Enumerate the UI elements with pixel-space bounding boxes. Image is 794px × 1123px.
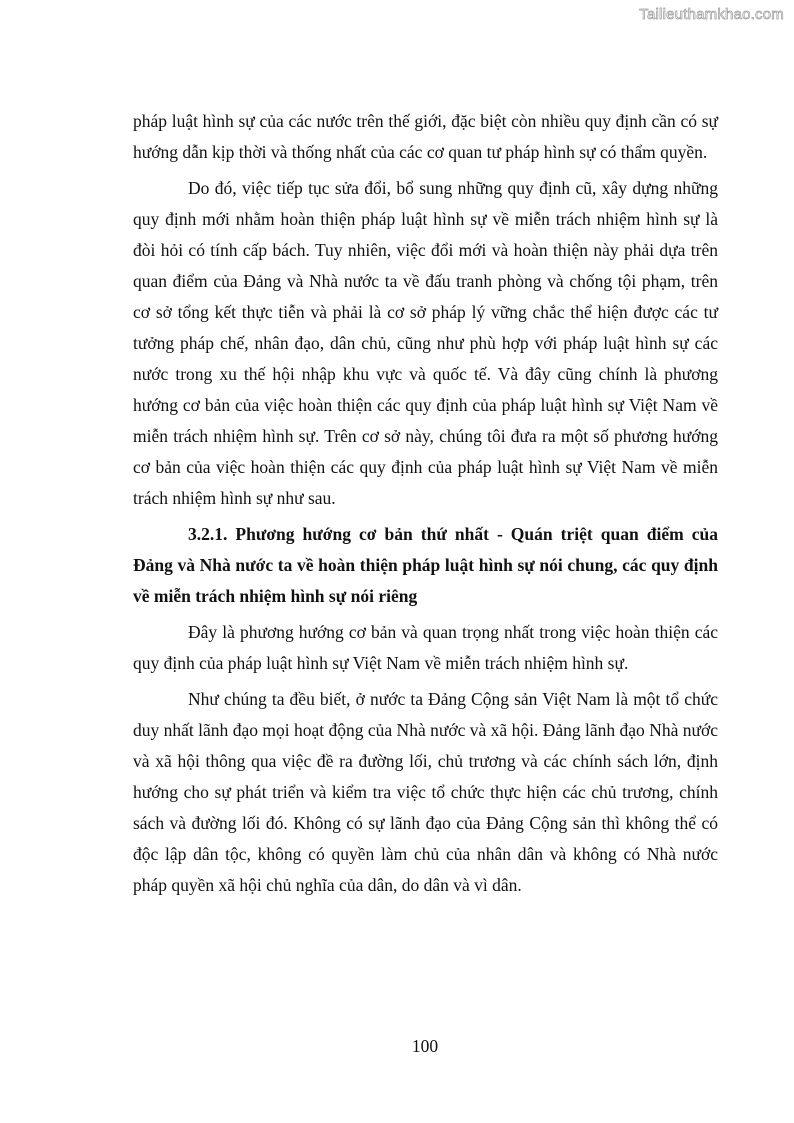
paragraph-party-leadership: Như chúng ta đều biết, ở nước ta Đảng Cộng sản Việt Nam là một tổ chức duy nhất lãnh đạo mọi hoạt động của Nhà nước và xã hội. Đảng lãnh đạo Nhà nước và xã hội thông qua việc đề ra đường lối, chủ trương và các chính sách lớn, định hướng cho sự phát triển và kiểm tra việc tổ chức thực hiện các chủ trương, chính sách và đường lối đó. Không có sự lãnh đạo của Đảng Cộng sản thì không thể có độc lập dân tộc, không có quyền làm chủ của nhân dân và không có Nhà nước pháp quyền xã hội chủ nghĩa của dân, do dân và vì dân. xyxy=(133,689,718,895)
paragraph-importance: Đây là phương hướng cơ bản và quan trọng nhất trong việc hoàn thiện các quy định của pháp luật hình sự Việt Nam về miễn trách nhiệm hình sự. xyxy=(133,622,718,673)
paragraph-reform-direction: Do đó, việc tiếp tục sửa đổi, bổ sung những quy định cũ, xây dựng những quy định mới nhằm hoàn thiện pháp luật hình sự về miễn trách nhiệm hình sự là đòi hỏi có tính cấp bách. Tuy nhiên, việc đổi mới và hoàn thiện này phải dựa trên quan điểm của Đảng và Nhà nước ta về đấu tranh phòng và chống tội phạm, trên cơ sở tổng kết thực tiễn và phải là cơ sở pháp lý vững chắc thể hiện được các tư tưởng pháp chế, nhân đạo, dân chủ, cũng như phù hợp với pháp luật hình sự các nước trong xu thế hội nhập khu vực và quốc tế. Và đây cũng chính là phương hướng cơ bản của việc hoàn thiện các quy định của pháp luật hình sự Việt Nam về miễn trách nhiệm hình sự. Trên cơ sở này, chúng tôi đưa ra một số phương hướng cơ bản của việc hoàn thiện các quy định của pháp luật hình sự Việt Nam về miễn trách nhiệm hình sự như sau. xyxy=(133,178,718,508)
section-heading: 3.2.1. Phương hướng cơ bản thứ nhất - Quán triệt quan điểm của Đảng và Nhà nước ta về hoàn thiện pháp luật hình sự nói chung, các quy định về miễn trách nhiệm hình sự nói riêng xyxy=(133,524,718,606)
watermark: Tailieuthamkhao.com xyxy=(639,6,784,23)
page-number: 100 xyxy=(411,1036,439,1056)
document-body xyxy=(133,106,718,906)
paragraph-continuation: pháp luật hình sự của các nước trên thế giới, đặc biệt còn nhiều quy định cần có sự hướng dẫn kịp thời và thống nhất của các cơ quan tư pháp hình sự có thẩm quyền. xyxy=(133,111,718,162)
